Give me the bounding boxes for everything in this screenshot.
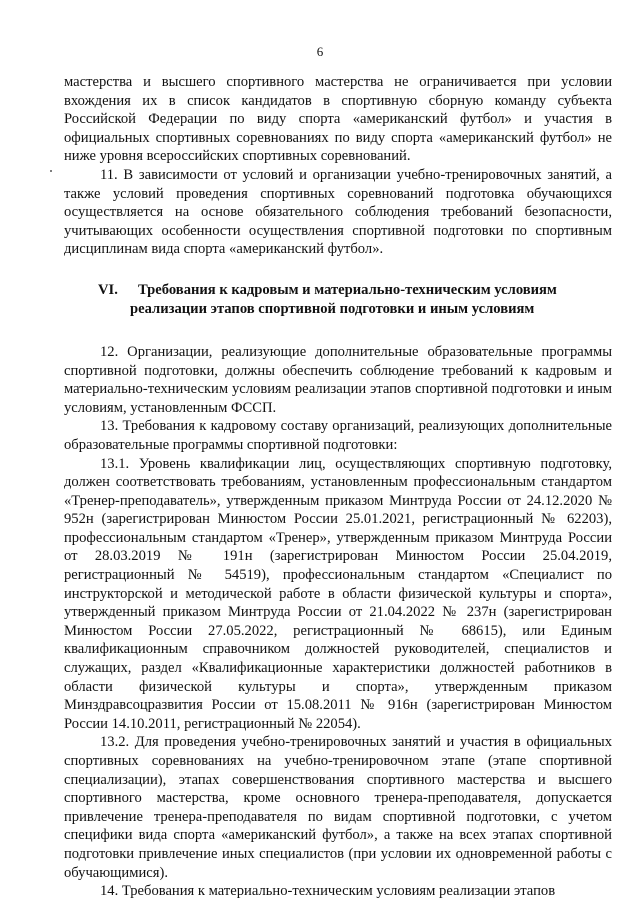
paragraph-12: 12. Организации, реализующие дополнительные образовательные программы спортивной подготовки, должны обеспечить соблюдение требований к кадровым и материально-техническим условиям реализации этапов спортивной подготовки и иным условиям, установленным ФССП.: [64, 343, 612, 416]
scan-speck: [50, 170, 52, 172]
paragraph-13-2: 13.2. Для проведения учебно-тренировочных занятий и участия в официальных спортивных соревнованиях на учебно-тренировочном этапе (этапе спортивной специализации), этапах совершенствования спортивного мастерства и высшего спортивного мастерства, кроме основного тренера-преподавателя, допускается привлечение тренера-преподавателя по видам спортивной подготовки, с учетом специфики вида спорта «американский футбол», а также на всех этапах спортивной подготовки привлечение иных специалистов (при условии их одновременной работы с обучающимися).: [64, 734, 612, 881]
section-heading: [64, 281, 612, 319]
paragraph-continuation: мастерства и высшего спортивного мастерства не ограничивается при условии вхождения их в список кандидатов в спортивную сборную команду субъекта Российской Федерации по виду спорта «американский футбол» и участия в официальных спортивных соревнованиях по виду спорта «американский футбол» не ниже уровня всероссийских спортивных соревнований.: [64, 74, 612, 165]
section-title-line1: Требования к кадровым и материально-техническим условиям: [138, 281, 557, 298]
section-title-line2: реализации этапов спортивной подготовки и иным условиям: [130, 300, 535, 317]
paragraph-13-1: 13.1. Уровень квалификации лиц, осуществляющих спортивную подготовку, должен соответствовать требованиям, установленным профессиональным стандартом «Тренер-преподаватель», утвержденным приказом Минтруда России от 24.12.2020 № 952н (зарегистрирован Минюстом России 25.01.2021, регистрационный № 62203), профессиональным стандартом «Тренер», утвержденным приказом Минтруда России от 28.03.2019 № 191н (зарегистрирован Минюстом России 25.04.2019, регистрационный № 54519), профессиональным стандартом «Специалист по инструкторской и методической работе в области физической культуры и спорта», утвержденный приказом Минтруда России от 21.04.2022 № 237н (зарегистрирован Минюстом России 27.05.2022, регистрационный № 68615), или Единым квалификационным справочником должностей руководителей, специалистов и служащих, раздел «Квалификационные характеристики должностей работников в области физической культуры и спорта», утвержденным приказом Минздравсоцразвития России от 15.08.2011 № 916н (зарегистрирован Минюстом России 14.10.2011, регистрационный № 22054).: [64, 455, 612, 732]
page-number: 6: [316, 44, 324, 59]
section-number: VI.: [98, 281, 118, 298]
document-body: [64, 73, 612, 901]
paragraph-14: 14. Требования к материально-техническим условиям реализации этапов: [100, 883, 556, 900]
paragraph-11: 11. В зависимости от условий и организации учебно-тренировочных занятий, а также условий проведения спортивных соревнований подготовка обучающихся осуществляется на основе обязательного соблюдения требований безопасности, учитывающих особенности осуществления спортивной подготовки по спортивным дисциплинам вида спорта «американский футбол».: [64, 166, 612, 258]
paragraph-13: 13. Требования к кадровому составу организаций, реализующих дополнительные образовательные программы спортивной подготовки:: [64, 418, 612, 453]
